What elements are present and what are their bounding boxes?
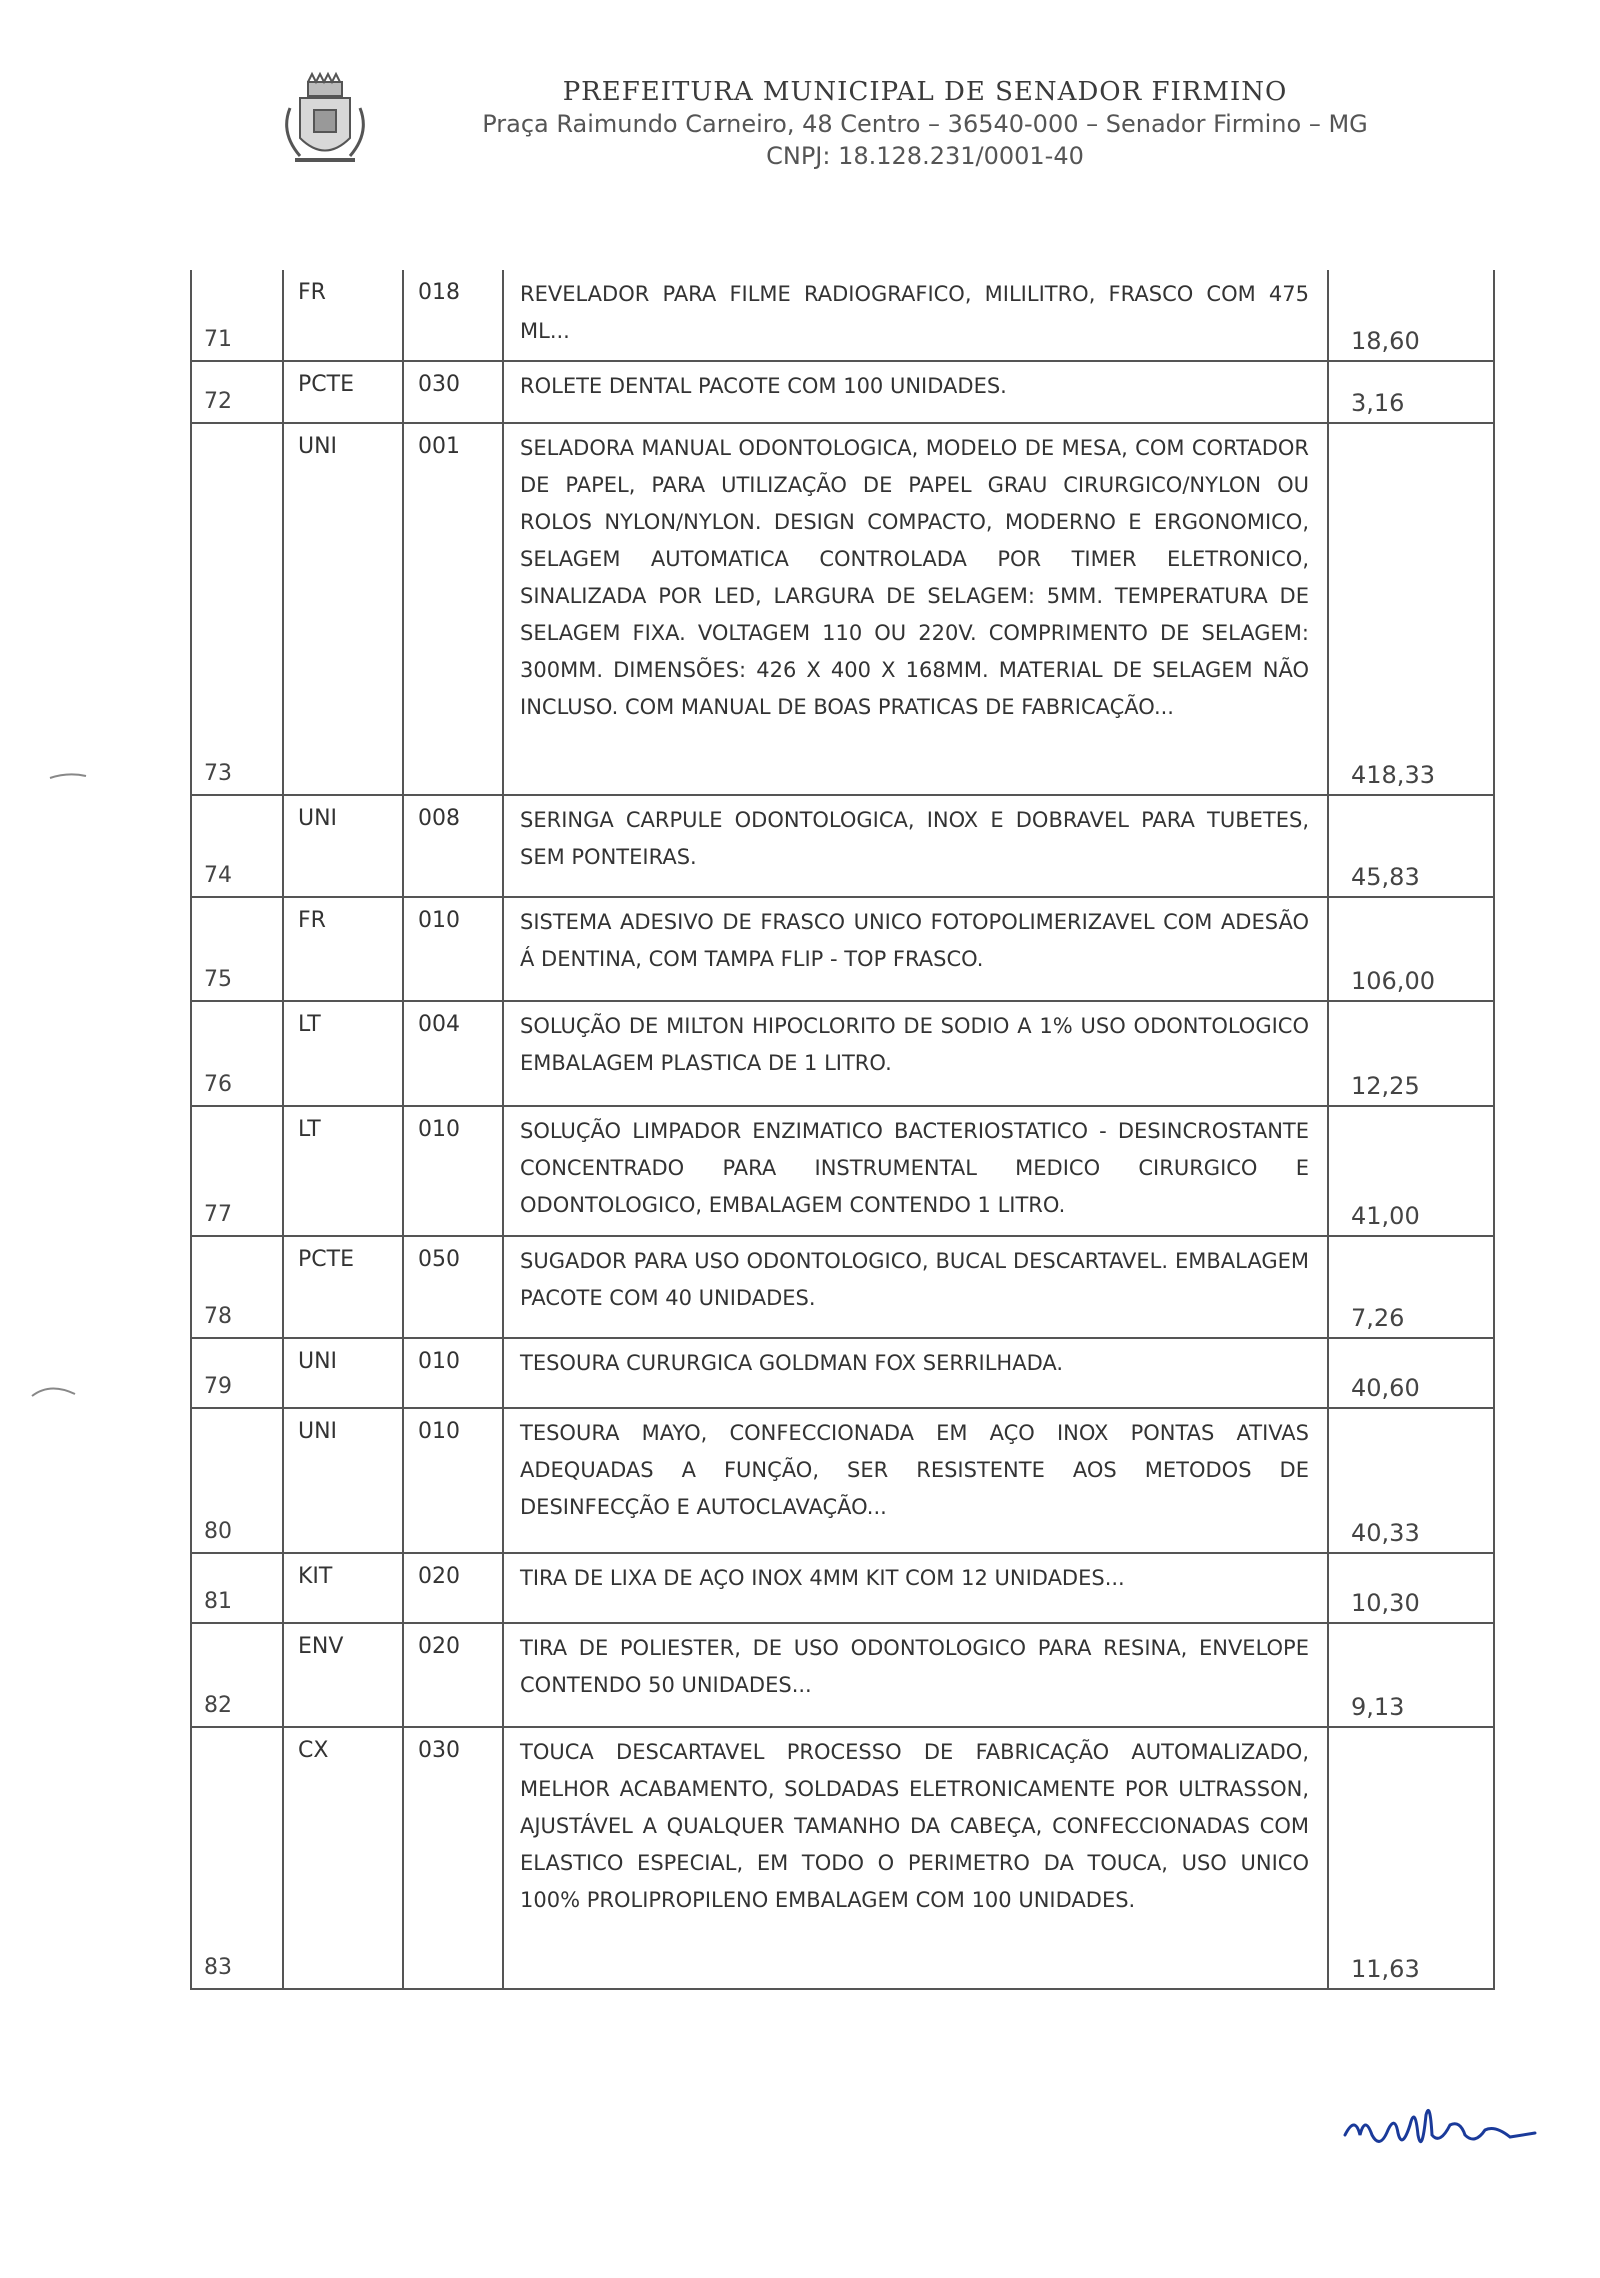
margin-mark: [48, 770, 88, 782]
item-unit: LT: [282, 1002, 402, 1105]
item-description: ROLETE DENTAL PACOTE COM 100 UNIDADES.: [502, 362, 1327, 422]
table-row: [190, 362, 1495, 424]
item-price: 106,00: [1327, 898, 1495, 1000]
item-quantity: 001: [402, 424, 502, 794]
item-description: SELADORA MANUAL ODONTOLOGICA, MODELO DE MESA, COM CORTADOR DE PAPEL, PARA UTILIZAÇÃO DE PAPEL GRAU CIRURGICO/NYLON OU ROLOS NYLON/NYLON. DESIGN COMPACTO, MODERNO E ERGONOMICO, SELAGEM AUTOMATICA CONTROLADA POR TIMER ELETRONICO, SINALIZADA POR LED, LARGURA DE SELAGEM: 5MM. TEMPERATURA DE SELAGEM FIXA. VOLTAGEM 110 OU 220V. COMPRIMENTO DE SELAGEM: 300MM. DIMENSÕES: 426 X 400 X 168MM. MATERIAL DE SELAGEM NÃO INCLUSO. COM MANUAL DE BOAS PRATICAS DE FABRICAÇÃO...: [502, 424, 1327, 794]
item-description: SUGADOR PARA USO ODONTOLOGICO, BUCAL DESCARTAVEL. EMBALAGEM PACOTE COM 40 UNIDADES.: [502, 1237, 1327, 1337]
table-row: [190, 1624, 1495, 1728]
item-unit: UNI: [282, 796, 402, 896]
item-price: 7,26: [1327, 1237, 1495, 1337]
item-unit: ENV: [282, 1624, 402, 1726]
table-row: [190, 1409, 1495, 1554]
org-address: Praça Raimundo Carneiro, 48 Centro – 36540-000 – Senador Firmino – MG: [482, 110, 1368, 138]
item-number: 83: [190, 1728, 282, 1988]
item-quantity: 020: [402, 1554, 502, 1622]
item-price: 12,25: [1327, 1002, 1495, 1105]
table-row: [190, 1339, 1495, 1409]
item-price: 11,63: [1327, 1728, 1495, 1988]
table-row: [190, 1002, 1495, 1107]
item-price: 3,16: [1327, 362, 1495, 422]
item-description: SOLUÇÃO DE MILTON HIPOCLORITO DE SODIO A 1% USO ODONTOLOGICO EMBALAGEM PLASTICA DE 1 LITRO.: [502, 1002, 1327, 1105]
item-unit: UNI: [282, 1339, 402, 1407]
org-cnpj: CNPJ: 18.128.231/0001-40: [766, 142, 1084, 170]
item-description: SISTEMA ADESIVO DE FRASCO UNICO FOTOPOLIMERIZAVEL COM ADESÃO Á DENTINA, COM TAMPA FLIP - TOP FRASCO.: [502, 898, 1327, 1000]
item-unit: PCTE: [282, 362, 402, 422]
org-name: PREFEITURA MUNICIPAL DE SENADOR FIRMINO: [562, 77, 1288, 107]
table-row: [190, 424, 1495, 796]
item-price: 41,00: [1327, 1107, 1495, 1235]
signature: [1340, 2095, 1540, 2155]
margin-mark: [30, 1380, 80, 1400]
item-description: SERINGA CARPULE ODONTOLOGICA, INOX E DOBRAVEL PARA TUBETES, SEM PONTEIRAS.: [502, 796, 1327, 896]
table-row: [190, 1554, 1495, 1624]
item-unit: FR: [282, 270, 402, 360]
item-number: 75: [190, 898, 282, 1000]
table-row: [190, 898, 1495, 1002]
table-row: [190, 796, 1495, 898]
item-number: 81: [190, 1554, 282, 1622]
item-description: TIRA DE LIXA DE AÇO INOX 4MM KIT COM 12 UNIDADES...: [502, 1554, 1327, 1622]
item-quantity: 050: [402, 1237, 502, 1337]
item-unit: FR: [282, 898, 402, 1000]
item-quantity: 010: [402, 1339, 502, 1407]
item-unit: KIT: [282, 1554, 402, 1622]
item-description: TESOURA MAYO, CONFECCIONADA EM AÇO INOX PONTAS ATIVAS ADEQUADAS A FUNÇÃO, SER RESISTENTE AOS METODOS DE DESINFECÇÃO E AUTOCLAVAÇÃO...: [502, 1409, 1327, 1552]
item-price: 40,33: [1327, 1409, 1495, 1552]
item-quantity: 008: [402, 796, 502, 896]
item-unit: CX: [282, 1728, 402, 1988]
item-price: 18,60: [1327, 270, 1495, 360]
municipal-coat-of-arms-icon: [270, 68, 380, 178]
item-unit: UNI: [282, 424, 402, 794]
item-number: 71: [190, 270, 282, 360]
item-price: 40,60: [1327, 1339, 1495, 1407]
table-row: [190, 270, 1495, 362]
item-description: SOLUÇÃO LIMPADOR ENZIMATICO BACTERIOSTATICO - DESINCROSTANTE CONCENTRADO PARA INSTRUMENTAL MEDICO CIRURGICO E ODONTOLOGICO, EMBALAGEM CONTENDO 1 LITRO.: [502, 1107, 1327, 1235]
item-quantity: 020: [402, 1624, 502, 1726]
item-number: 76: [190, 1002, 282, 1105]
item-number: 79: [190, 1339, 282, 1407]
item-unit: UNI: [282, 1409, 402, 1552]
item-number: 74: [190, 796, 282, 896]
item-number: 82: [190, 1624, 282, 1726]
item-quantity: 030: [402, 1728, 502, 1988]
item-description: TOUCA DESCARTAVEL PROCESSO DE FABRICAÇÃO AUTOMALIZADO, MELHOR ACABAMENTO, SOLDADAS ELETRONICAMENTE POR ULTRASSON, AJUSTÁVEL A QUALQUER TAMANHO DA CABEÇA, CONFECCIONADAS COM ELASTICO ESPECIAL, EM TODO O PERIMETRO DA TOUCA, USO UNICO 100% PROLIPROPILENO EMBALAGEM COM 100 UNIDADES.: [502, 1728, 1327, 1988]
item-unit: PCTE: [282, 1237, 402, 1337]
items-table: [190, 270, 1495, 1990]
item-price: 418,33: [1327, 424, 1495, 794]
item-quantity: 010: [402, 1107, 502, 1235]
item-number: 77: [190, 1107, 282, 1235]
table-row: [190, 1237, 1495, 1339]
table-row: [190, 1107, 1495, 1237]
item-number: 80: [190, 1409, 282, 1552]
item-price: 45,83: [1327, 796, 1495, 896]
item-price: 10,30: [1327, 1554, 1495, 1622]
item-description: REVELADOR PARA FILME RADIOGRAFICO, MILILITRO, FRASCO COM 475 ML...: [502, 270, 1327, 360]
item-quantity: 004: [402, 1002, 502, 1105]
item-description: TIRA DE POLIESTER, DE USO ODONTOLOGICO PARA RESINA, ENVELOPE CONTENDO 50 UNIDADES...: [502, 1624, 1327, 1726]
item-number: 72: [190, 362, 282, 422]
letterhead: [270, 68, 1470, 178]
item-number: 78: [190, 1237, 282, 1337]
item-quantity: 030: [402, 362, 502, 422]
item-quantity: 010: [402, 1409, 502, 1552]
item-quantity: 018: [402, 270, 502, 360]
item-unit: LT: [282, 1107, 402, 1235]
item-number: 73: [190, 424, 282, 794]
item-description: TESOURA CURURGICA GOLDMAN FOX SERRILHADA.: [502, 1339, 1327, 1407]
item-price: 9,13: [1327, 1624, 1495, 1726]
table-row: [190, 1728, 1495, 1990]
item-quantity: 010: [402, 898, 502, 1000]
